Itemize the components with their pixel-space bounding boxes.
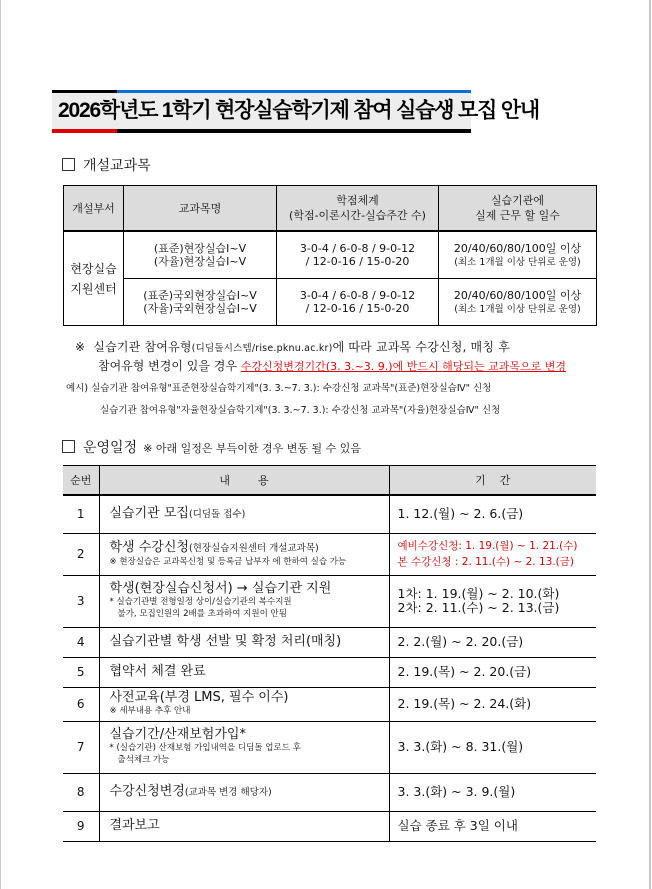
row-num: 5	[63, 657, 99, 687]
row-content: 협약서 체결 완료	[99, 657, 389, 687]
row-period: 3. 3.(화) ~ 3. 9.(월)	[389, 773, 596, 811]
row-period: 2. 19.(목) ~ 2. 20.(금)	[389, 657, 596, 687]
dept-cell: 현장실습 지원센터	[64, 231, 124, 326]
header-content: 내 용	[99, 466, 389, 496]
row-content: 학생(현장실습신청서) → 실습기관 지원 * 실습기관별 전형일정 상이/실습기관의 복수지원 불가, 모집인원의 2배를 초과하여 지원이 안됨	[99, 575, 389, 627]
course-cell: (표준)국외현장실습Ⅰ~Ⅴ (자율)국외현장실습Ⅰ~Ⅴ	[124, 279, 277, 326]
row-content: 실습기관별 학생 선발 및 확정 처리(매칭)	[99, 627, 389, 657]
table-row	[63, 575, 596, 627]
section-title: 개설교과목	[83, 158, 151, 174]
section-title: 운영일정	[83, 440, 138, 456]
checkbox-square-icon	[62, 440, 75, 453]
row-num: 6	[63, 687, 99, 721]
row-content: 실습기간/산재보험가입* * (실습기관) 산재보험 가입내역을 디딤돌 업로드 후 출석체크 가능	[99, 721, 389, 773]
page-border-left	[0, 0, 1, 889]
table-row	[63, 627, 596, 657]
section-subnote: ※ 아래 일정은 부득이한 경우 변동 될 수 있음	[143, 442, 361, 455]
row-num: 8	[63, 773, 99, 811]
row-content: 수강신청변경(교과목 변경 해당자)	[99, 773, 389, 811]
course-cell: (표준)현장실습Ⅰ~Ⅴ (자율)현장실습Ⅰ~Ⅴ	[124, 231, 277, 279]
notice-line-2: 참여유형 변경이 있을 경우 수강신청변경기간(3. 3.~3. 9.)에 반드시 해당되는 교과목으로 변경	[98, 359, 566, 373]
table-row	[64, 279, 597, 326]
credits-cell: 3-0-4 / 6-0-8 / 9-0-12 / 12-0-16 / 15-0-20	[277, 279, 439, 326]
header-course: 교과목명	[124, 186, 277, 232]
credits-cell: 3-0-4 / 6-0-8 / 9-0-12 / 12-0-16 / 15-0-20	[277, 231, 439, 279]
row-period: 2. 19.(목) ~ 2. 24.(화)	[389, 687, 596, 721]
row-num: 9	[63, 811, 99, 841]
days-cell: 20/40/60/80/100일 이상 (최소 1개월 이상 단위로 운영)	[439, 231, 597, 279]
checkbox-square-icon	[62, 158, 75, 171]
row-period: 3. 3.(화) ~ 8. 31.(월)	[389, 721, 596, 773]
schedule-table	[63, 465, 596, 842]
table-row	[63, 533, 596, 575]
row-period: 예비수강신청: 1. 19.(월) ~ 1. 21.(수) 본 수강신청 : 2. 11.(수) ~ 2. 13.(금)	[389, 533, 596, 575]
table-row	[63, 495, 596, 533]
table-row	[64, 231, 597, 279]
page-title: 2026학년도 1학기 현장실습학기제 참여 실습생 모집 안내	[58, 99, 540, 122]
example-line-1: 예시) 실습기관 참여유형"표준현장실습학기제"(3. 3.~7. 3.): 수강신청 교과목"(표준)현장실습Ⅳ" 신청	[66, 383, 492, 394]
row-num: 7	[63, 721, 99, 773]
page-border-right	[649, 0, 651, 889]
row-num: 4	[63, 627, 99, 657]
title-bottom-bar	[52, 129, 471, 133]
example-line-2: 실습기관 참여유형"자율현장실습학기제"(3. 3.~7. 3.): 수강신청 교과목"(자율)현장실습Ⅳ" 신청	[100, 405, 501, 416]
row-period: 2. 2.(월) ~ 2. 20.(금)	[389, 627, 596, 657]
header-credits: 학점체계 (학점-이론시간-실습주간 수)	[277, 186, 439, 232]
courses-table	[63, 185, 597, 326]
header-num: 순번	[63, 466, 99, 496]
table-header-row	[64, 186, 597, 232]
row-num: 3	[63, 575, 99, 627]
row-content: 사전교육(부경 LMS, 필수 이수) ※ 세부내용 추후 안내	[99, 687, 389, 721]
row-content: 실습기관 모집(디딤돌 접수)	[99, 495, 389, 533]
header-dept: 개설부서	[64, 186, 124, 232]
row-content: 결과보고	[99, 811, 389, 841]
notice-line-1: ※ 실습기관 참여유형(디딤돌시스템/rise.pknu.ac.kr)에 따라 교과목 수강신청, 매칭 후	[75, 340, 510, 354]
table-row	[63, 721, 596, 773]
days-cell: 20/40/60/80/100일 이상 (최소 1개월 이상 단위로 운영)	[439, 279, 597, 326]
section-heading-schedule	[62, 437, 361, 457]
row-content: 학생 수강신청(현장실습지원센터 개설교과목) ※ 현장실습은 교과목신청 및 등록금 납부자 에 한하여 실습 가능	[99, 533, 389, 575]
header-period: 기 간	[389, 466, 596, 496]
section-heading-courses	[62, 155, 151, 175]
table-header-row	[63, 466, 596, 496]
row-period: 1. 12.(월) ~ 2. 6.(금)	[389, 495, 596, 533]
row-num: 1	[63, 495, 99, 533]
table-row	[63, 657, 596, 687]
row-period: 실습 종료 후 3일 이내	[389, 811, 596, 841]
table-row	[63, 773, 596, 811]
table-row	[63, 687, 596, 721]
header-days: 실습기관에 실제 근무 할 일수	[439, 186, 597, 232]
notice-highlight: 수강신청변경기간(3. 3.~3. 9.)에 반드시 해당되는 교과목으로 변경	[240, 360, 566, 373]
table-row	[63, 811, 596, 841]
row-period: 1차: 1. 19.(월) ~ 2. 10.(화) 2차: 2. 11.(수) ~ 2. 13.(금)	[389, 575, 596, 627]
row-num: 2	[63, 533, 99, 575]
